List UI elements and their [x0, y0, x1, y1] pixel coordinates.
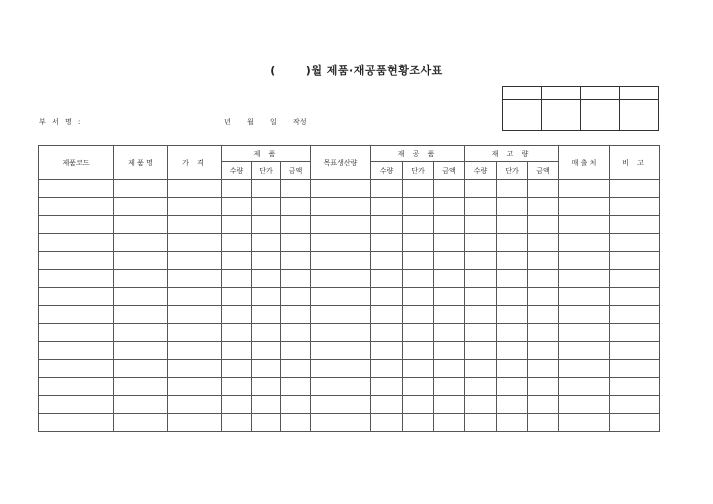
table-cell[interactable]	[371, 234, 403, 252]
table-cell[interactable]	[281, 288, 311, 306]
table-row	[39, 342, 660, 360]
table-cell[interactable]	[168, 324, 222, 342]
table-cell[interactable]	[168, 270, 222, 288]
table-cell[interactable]	[403, 378, 434, 396]
table-cell[interactable]	[403, 396, 434, 414]
table-cell[interactable]	[371, 216, 403, 234]
table-cell[interactable]	[39, 198, 114, 216]
table-cell[interactable]	[371, 414, 403, 432]
table-cell[interactable]	[559, 180, 610, 198]
approval-sign-cell	[503, 100, 542, 131]
table-row	[39, 414, 660, 432]
table-cell[interactable]	[559, 198, 610, 216]
table-cell[interactable]	[114, 198, 168, 216]
table-cell[interactable]	[559, 288, 610, 306]
table-cell[interactable]	[371, 180, 403, 198]
table-cell[interactable]	[168, 288, 222, 306]
table-cell[interactable]	[371, 360, 403, 378]
table-cell[interactable]	[497, 234, 528, 252]
table-cell[interactable]	[434, 414, 465, 432]
table-cell[interactable]	[465, 378, 497, 396]
table-cell[interactable]	[465, 180, 497, 198]
table-cell[interactable]	[168, 414, 222, 432]
table-cell[interactable]	[610, 180, 660, 198]
table-row	[39, 234, 660, 252]
table-cell[interactable]	[465, 342, 497, 360]
table-cell[interactable]	[497, 414, 528, 432]
table-cell[interactable]	[497, 288, 528, 306]
table-cell[interactable]	[39, 342, 114, 360]
table-cell[interactable]	[465, 234, 497, 252]
table-cell[interactable]	[465, 396, 497, 414]
table-cell[interactable]	[528, 396, 559, 414]
date-day-label: 일	[270, 118, 277, 126]
table-row	[39, 306, 660, 324]
table-cell[interactable]	[281, 360, 311, 378]
header-buyer: 매 출 처	[559, 146, 610, 180]
table-cell[interactable]	[222, 234, 252, 252]
table-cell[interactable]	[403, 252, 434, 270]
table-cell[interactable]	[610, 234, 660, 252]
table-cell[interactable]	[222, 270, 252, 288]
table-cell[interactable]	[403, 342, 434, 360]
table-cell[interactable]	[281, 216, 311, 234]
table-cell[interactable]	[311, 378, 371, 396]
header-product-code: 제품코드	[39, 146, 114, 180]
table-cell[interactable]	[497, 360, 528, 378]
date-year-label: 년	[224, 118, 231, 126]
header-inventory-unit-price: 단가	[497, 162, 528, 180]
table-cell[interactable]	[528, 180, 559, 198]
table-cell[interactable]	[222, 414, 252, 432]
table-cell[interactable]	[610, 378, 660, 396]
table-cell[interactable]	[168, 216, 222, 234]
table-cell[interactable]	[222, 342, 252, 360]
table-cell[interactable]	[371, 198, 403, 216]
table-cell[interactable]	[403, 270, 434, 288]
table-cell[interactable]	[114, 252, 168, 270]
table-cell[interactable]	[403, 324, 434, 342]
table-cell[interactable]	[559, 378, 610, 396]
table-cell[interactable]	[403, 198, 434, 216]
table-body	[39, 180, 660, 432]
table-cell[interactable]	[252, 306, 281, 324]
table-cell[interactable]	[168, 378, 222, 396]
table-cell[interactable]	[610, 306, 660, 324]
table-cell[interactable]	[610, 396, 660, 414]
table-cell[interactable]	[114, 306, 168, 324]
table-cell[interactable]	[434, 306, 465, 324]
table-row	[39, 252, 660, 270]
table-cell[interactable]	[39, 270, 114, 288]
title-text: )월 제품·재공품현황조사표	[305, 64, 443, 77]
table-row	[39, 270, 660, 288]
table-cell[interactable]	[434, 270, 465, 288]
table-cell[interactable]	[281, 252, 311, 270]
form-title	[0, 62, 713, 78]
table-cell[interactable]	[371, 324, 403, 342]
table-cell[interactable]	[497, 342, 528, 360]
table-cell[interactable]	[403, 180, 434, 198]
table-cell[interactable]	[39, 234, 114, 252]
approval-sign-cell	[620, 100, 659, 131]
table-cell[interactable]	[114, 360, 168, 378]
header-wip-amount: 금액	[434, 162, 465, 180]
table-cell[interactable]	[252, 198, 281, 216]
table-cell[interactable]	[281, 414, 311, 432]
approval-header-cell	[620, 87, 659, 100]
header-target-production: 목표생산량	[311, 146, 371, 180]
table-cell[interactable]	[39, 414, 114, 432]
header-inventory-amount: 금액	[528, 162, 559, 180]
table-cell[interactable]	[114, 378, 168, 396]
header-product-name: 제 품 명	[114, 146, 168, 180]
table-cell[interactable]	[252, 324, 281, 342]
table-cell[interactable]	[222, 288, 252, 306]
table-cell[interactable]	[497, 180, 528, 198]
table-cell[interactable]	[610, 324, 660, 342]
header-product-qty: 수량	[222, 162, 252, 180]
table-cell[interactable]	[528, 324, 559, 342]
table-cell[interactable]	[559, 360, 610, 378]
table-row	[39, 180, 660, 198]
table-cell[interactable]	[168, 342, 222, 360]
table-cell[interactable]	[610, 216, 660, 234]
title-open-paren: (	[270, 64, 276, 77]
table-cell[interactable]	[528, 360, 559, 378]
table-cell[interactable]	[281, 198, 311, 216]
table-cell[interactable]	[222, 324, 252, 342]
table-cell[interactable]	[371, 306, 403, 324]
table-cell[interactable]	[403, 360, 434, 378]
table-cell[interactable]	[311, 342, 371, 360]
table-cell[interactable]	[371, 378, 403, 396]
table-cell[interactable]	[434, 216, 465, 234]
table-cell[interactable]	[610, 198, 660, 216]
table-row	[39, 216, 660, 234]
table-cell[interactable]	[39, 306, 114, 324]
table-cell[interactable]	[114, 180, 168, 198]
table-cell[interactable]	[39, 378, 114, 396]
table-cell[interactable]	[281, 180, 311, 198]
table-cell[interactable]	[434, 396, 465, 414]
table-cell[interactable]	[610, 288, 660, 306]
table-cell[interactable]	[311, 270, 371, 288]
table-cell[interactable]	[311, 306, 371, 324]
table-cell[interactable]	[311, 396, 371, 414]
table-cell[interactable]	[497, 396, 528, 414]
header-price: 가 격	[168, 146, 222, 180]
table-cell[interactable]	[528, 270, 559, 288]
table-cell[interactable]	[222, 396, 252, 414]
table-cell[interactable]	[528, 288, 559, 306]
table-cell[interactable]	[222, 198, 252, 216]
table-cell[interactable]	[311, 414, 371, 432]
table-cell[interactable]	[403, 234, 434, 252]
table-cell[interactable]	[252, 360, 281, 378]
table-cell[interactable]	[168, 198, 222, 216]
table-cell[interactable]	[39, 324, 114, 342]
table-cell[interactable]	[434, 198, 465, 216]
table-cell[interactable]	[465, 198, 497, 216]
table-cell[interactable]	[371, 342, 403, 360]
table-cell[interactable]	[39, 216, 114, 234]
header-remarks: 비 고	[610, 146, 660, 180]
date-line	[224, 117, 321, 127]
table-cell[interactable]	[465, 360, 497, 378]
table-cell[interactable]	[39, 180, 114, 198]
table-cell[interactable]	[559, 216, 610, 234]
table-cell[interactable]	[39, 360, 114, 378]
table-cell[interactable]	[559, 234, 610, 252]
table-cell[interactable]	[528, 216, 559, 234]
table-cell[interactable]	[222, 378, 252, 396]
table-cell[interactable]	[559, 414, 610, 432]
table-cell[interactable]	[168, 180, 222, 198]
table-cell[interactable]	[610, 270, 660, 288]
table-cell[interactable]	[403, 306, 434, 324]
table-cell[interactable]	[114, 288, 168, 306]
table-cell[interactable]	[403, 414, 434, 432]
table-cell[interactable]	[281, 306, 311, 324]
header-group-product: 제 품	[222, 146, 311, 162]
header-group-inventory: 재 고 량	[465, 146, 559, 162]
table-cell[interactable]	[610, 342, 660, 360]
table-cell[interactable]	[528, 378, 559, 396]
table-cell[interactable]	[168, 234, 222, 252]
table-cell[interactable]	[311, 234, 371, 252]
table-cell[interactable]	[371, 270, 403, 288]
table-cell[interactable]	[311, 198, 371, 216]
table-cell[interactable]	[610, 360, 660, 378]
header-inventory-qty: 수량	[465, 162, 497, 180]
table-cell[interactable]	[528, 234, 559, 252]
table-cell[interactable]	[434, 180, 465, 198]
header-wip-unit-price: 단가	[403, 162, 434, 180]
table-cell[interactable]	[222, 306, 252, 324]
table-cell[interactable]	[434, 342, 465, 360]
table-cell[interactable]	[168, 306, 222, 324]
table-cell[interactable]	[222, 180, 252, 198]
table-cell[interactable]	[528, 198, 559, 216]
table-cell[interactable]	[281, 324, 311, 342]
table-cell[interactable]	[559, 396, 610, 414]
table-cell[interactable]	[371, 288, 403, 306]
table-row	[39, 198, 660, 216]
table-cell[interactable]	[497, 324, 528, 342]
table-cell[interactable]	[252, 234, 281, 252]
table-cell[interactable]	[497, 198, 528, 216]
table-cell[interactable]	[222, 216, 252, 234]
header-wip-qty: 수량	[371, 162, 403, 180]
header-product-amount: 금액	[281, 162, 311, 180]
table-cell[interactable]	[281, 234, 311, 252]
table-cell[interactable]	[559, 252, 610, 270]
table-cell[interactable]	[252, 180, 281, 198]
status-table	[38, 145, 660, 432]
table-cell[interactable]	[559, 270, 610, 288]
table-cell[interactable]	[168, 396, 222, 414]
table-cell[interactable]	[311, 360, 371, 378]
table-cell[interactable]	[403, 216, 434, 234]
table-cell[interactable]	[114, 342, 168, 360]
table-cell[interactable]	[252, 270, 281, 288]
table-cell[interactable]	[497, 216, 528, 234]
table-row	[39, 396, 660, 414]
table-cell[interactable]	[528, 414, 559, 432]
table-cell[interactable]	[114, 234, 168, 252]
table-cell[interactable]	[311, 288, 371, 306]
table-row	[39, 360, 660, 378]
date-month-label: 월	[247, 118, 254, 126]
header-product-unit-price: 단가	[252, 162, 281, 180]
table-row	[39, 324, 660, 342]
table-cell[interactable]	[610, 252, 660, 270]
table-cell[interactable]	[168, 360, 222, 378]
table-cell[interactable]	[497, 270, 528, 288]
table-cell[interactable]	[465, 288, 497, 306]
table-cell[interactable]	[434, 288, 465, 306]
table-cell[interactable]	[528, 306, 559, 324]
approval-sign-cell	[581, 100, 620, 131]
table-cell[interactable]	[252, 342, 281, 360]
table-cell[interactable]	[114, 414, 168, 432]
table-cell[interactable]	[434, 360, 465, 378]
table-cell[interactable]	[528, 252, 559, 270]
table-cell[interactable]	[252, 378, 281, 396]
table-cell[interactable]	[222, 360, 252, 378]
table-cell[interactable]	[281, 270, 311, 288]
table-cell[interactable]	[114, 396, 168, 414]
table-cell[interactable]	[371, 396, 403, 414]
approval-header-cell	[503, 87, 542, 100]
table-cell[interactable]	[281, 396, 311, 414]
table-cell[interactable]	[559, 306, 610, 324]
table-cell[interactable]	[434, 252, 465, 270]
table-cell[interactable]	[434, 234, 465, 252]
table-cell[interactable]	[281, 342, 311, 360]
table-cell[interactable]	[114, 216, 168, 234]
table-cell[interactable]	[114, 270, 168, 288]
table-cell[interactable]	[497, 378, 528, 396]
table-cell[interactable]	[168, 252, 222, 270]
header-group-wip: 재 공 품	[371, 146, 465, 162]
table-cell[interactable]	[39, 288, 114, 306]
approval-sign-cell	[542, 100, 581, 131]
table-cell[interactable]	[311, 324, 371, 342]
approval-header-cell	[542, 87, 581, 100]
table-row	[39, 378, 660, 396]
table-cell[interactable]	[39, 252, 114, 270]
table-cell[interactable]	[465, 216, 497, 234]
table-cell[interactable]	[252, 288, 281, 306]
table-cell[interactable]	[222, 252, 252, 270]
table-cell[interactable]	[528, 342, 559, 360]
approval-box	[502, 86, 659, 131]
department-label: 부 서 명 :	[39, 118, 83, 126]
table-cell[interactable]	[403, 288, 434, 306]
table-cell[interactable]	[497, 252, 528, 270]
table-row	[39, 288, 660, 306]
table-cell[interactable]	[465, 414, 497, 432]
table-cell[interactable]	[465, 252, 497, 270]
table-cell[interactable]	[281, 378, 311, 396]
table-cell[interactable]	[371, 252, 403, 270]
table-cell[interactable]	[311, 252, 371, 270]
table-cell[interactable]	[610, 414, 660, 432]
table-cell[interactable]	[434, 378, 465, 396]
table-cell[interactable]	[559, 342, 610, 360]
table-cell[interactable]	[497, 306, 528, 324]
table-cell[interactable]	[252, 414, 281, 432]
table-cell[interactable]	[434, 324, 465, 342]
table-cell[interactable]	[252, 252, 281, 270]
table-cell[interactable]	[465, 306, 497, 324]
table-cell[interactable]	[39, 396, 114, 414]
table-cell[interactable]	[465, 270, 497, 288]
table-cell[interactable]	[252, 396, 281, 414]
table-cell[interactable]	[311, 180, 371, 198]
table-cell[interactable]	[252, 216, 281, 234]
table-cell[interactable]	[114, 324, 168, 342]
table-cell[interactable]	[465, 324, 497, 342]
approval-header-cell	[581, 87, 620, 100]
table-cell[interactable]	[311, 216, 371, 234]
date-written-label: 작성	[293, 118, 307, 126]
table-cell[interactable]	[559, 324, 610, 342]
